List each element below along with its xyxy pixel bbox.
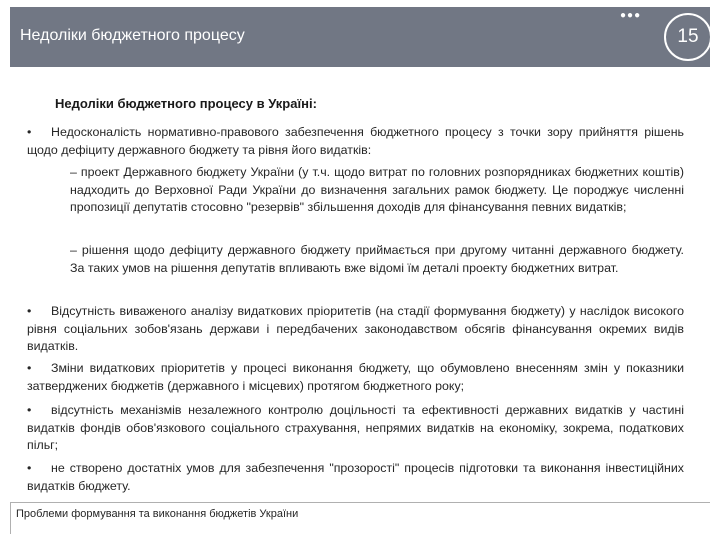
sub-item-2 xyxy=(70,242,684,277)
sub-item-1 xyxy=(70,164,684,217)
footer-divider-vertical xyxy=(10,502,11,534)
bullet-item-4 xyxy=(27,402,684,455)
bullet-icon: • xyxy=(27,125,32,139)
bullet-icon: • xyxy=(27,403,32,417)
bullet-icon: • xyxy=(27,304,32,318)
slide-title: Недоліки бюджетного процесу xyxy=(20,27,245,44)
bullet-text: Зміни видаткових пріоритетів у процесі виконання бюджету, що обумовлено внесенням змін у показники затверджених бюджетів (державного і місцевих) протягом бюджетного року; xyxy=(27,361,684,393)
footer-divider xyxy=(10,502,710,503)
bullet-item-2 xyxy=(27,303,684,356)
content-heading: Недоліки бюджетного процесу в Україні: xyxy=(55,96,317,111)
bullet-item-5 xyxy=(27,460,684,495)
bullet-text: відсутність механізмів незалежного контролю доцільності та ефективності державних видатків у частині видатків фондів обов'язкового соціального страхування, непрямих видатків на економіку, зокрема, податкових пільг; xyxy=(27,403,684,453)
footer xyxy=(10,502,710,534)
bullet-text: Відсутність виваженого аналізу видаткових пріоритетів (на стадії формування бюджету) у наслідок високого рівня соціальних зобов'язань держави і передбачених законодавством обсягів фінансування окремих видів видатків. xyxy=(27,304,684,354)
bullet-text: Недосконалість нормативно-правового забезпечення бюджетного процесу з точки зору прийняття рішень щодо дефіциту державного бюджету та рівня його видатків: xyxy=(27,125,684,157)
dots-decoration-icon: ●●● xyxy=(620,10,642,21)
footer-text: Проблеми формування та виконання бюджетів України xyxy=(16,508,299,520)
content-area xyxy=(0,67,720,502)
sub-item-text: – проект Державного бюджету України (у т.ч. щодо витрат по головних розпорядниках бюджетних коштів) надходить до Верховної Ради України до визначення загальних рамок бюджету. Це породжує численні пропозиції депутатів стосовно "резервів" збільшення доходів для фінансування певних видатків; xyxy=(70,165,684,215)
bullet-text: не створено достатніх умов для забезпечення "прозорості" процесів підготовки та виконання інвестиційних видатків бюджету. xyxy=(27,461,684,493)
header-bar xyxy=(10,7,710,67)
bullet-item-1 xyxy=(27,124,684,159)
bullet-icon: • xyxy=(27,461,32,475)
bullet-item-3 xyxy=(27,360,684,395)
page-number-badge: 15 xyxy=(664,13,712,61)
bullet-icon: • xyxy=(27,361,32,375)
sub-item-text: – рішення щодо дефіциту державного бюджету приймається при другому читанні державного бюджету. За таких умов на рішення депутатів впливають вже відомі їм деталі проекту бюджетних витрат. xyxy=(70,243,684,275)
